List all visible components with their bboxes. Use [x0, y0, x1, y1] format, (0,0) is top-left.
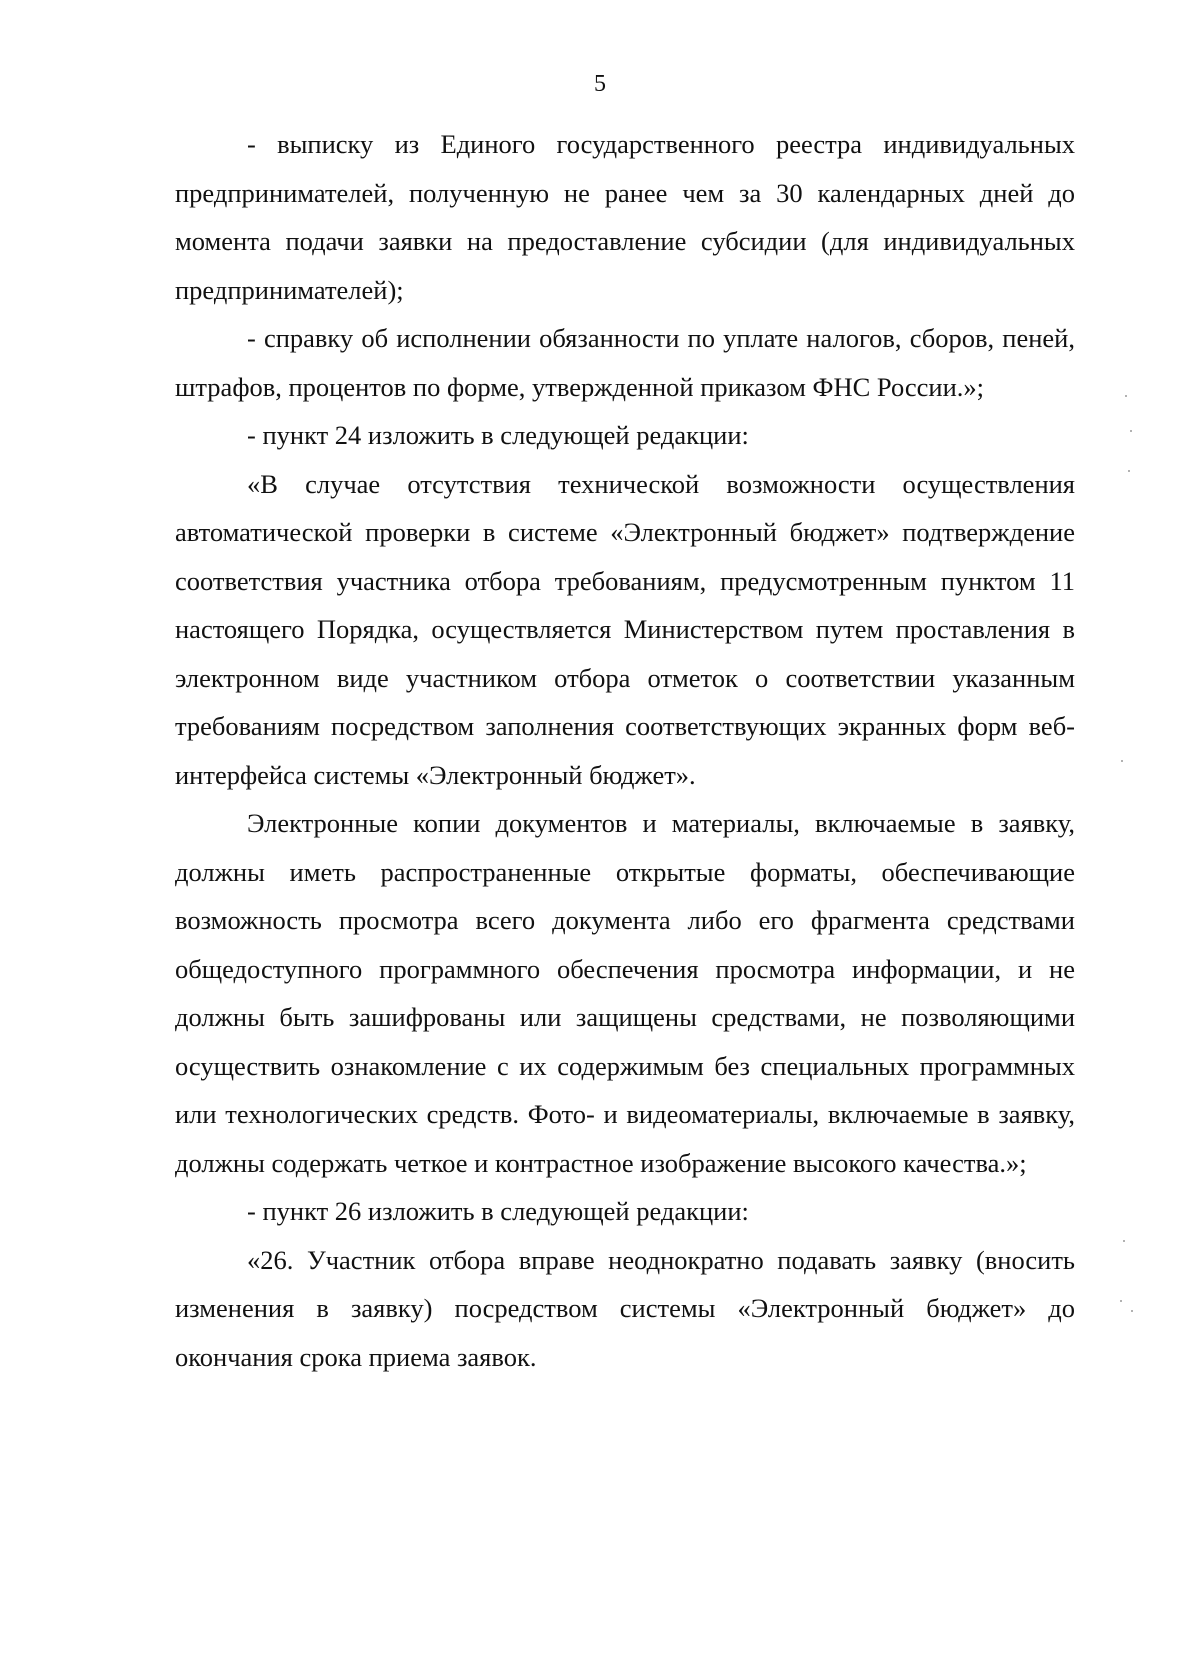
scan-speck	[1130, 430, 1132, 432]
scan-speck	[1128, 470, 1130, 472]
scan-speck	[1123, 1240, 1125, 1242]
paragraph-item-26-text: «26. Участник отбора вправе неоднократно подавать заявку (вносить изменения в заявку) посредством системы «Электронный бюджет» до окончания срока приема заявок.	[175, 1244, 1075, 1372]
paragraph-item-24-heading: - пункт 24 изложить в следующей редакции:	[247, 420, 749, 450]
document-body	[175, 120, 1075, 1381]
paragraph-item-24-text: «В случае отсутствия технической возможности осуществления автоматической проверки в системе «Электронный бюджет» подтверждение соответствия участника отбора требованиям, предусмотренным пунктом 11 настоящего Порядка, осуществляется Министерством путем проставления в электронном виде участником отбора отметок о соответствии указанным требованиям посредством заполнения соответствующих экранных форм веб-интерфейса системы «Электронный бюджет».	[175, 468, 1075, 790]
paragraph-item-26-heading: - пункт 26 изложить в следующей редакции:	[247, 1196, 749, 1226]
scan-speck	[1131, 1310, 1133, 1312]
scan-speck	[1121, 760, 1123, 762]
scan-speck	[1120, 1300, 1122, 1302]
page-number: 5	[594, 71, 606, 97]
scan-speck	[1125, 395, 1127, 397]
paragraph-egrip-extract: - выписку из Единого государственного реестра индивидуальных предпринимателей, полученную не ранее чем за 30 календарных дней до момента подачи заявки на предоставление субсидии (для индивидуальных предпринимателей);	[175, 129, 1075, 305]
paragraph-electronic-copies: Электронные копии документов и материалы, включаемые в заявку, должны иметь распространенные открытые форматы, обеспечивающие возможность просмотра всего документа либо его фрагмента средствами общедоступного программного обеспечения просмотра информации, и не должны быть зашифрованы или защищены средствами, не позволяющими осуществить ознакомление с их содержимым без специальных программных или технологических средств. Фото- и видеоматериалы, включаемые в заявку, должны содержать четкое и контрастное изображение высокого качества.»;	[175, 808, 1075, 1178]
paragraph-tax-certificate: - справку об исполнении обязанности по уплате налогов, сборов, пеней, штрафов, процентов по форме, утвержденной приказом ФНС России.»;	[175, 323, 1075, 402]
